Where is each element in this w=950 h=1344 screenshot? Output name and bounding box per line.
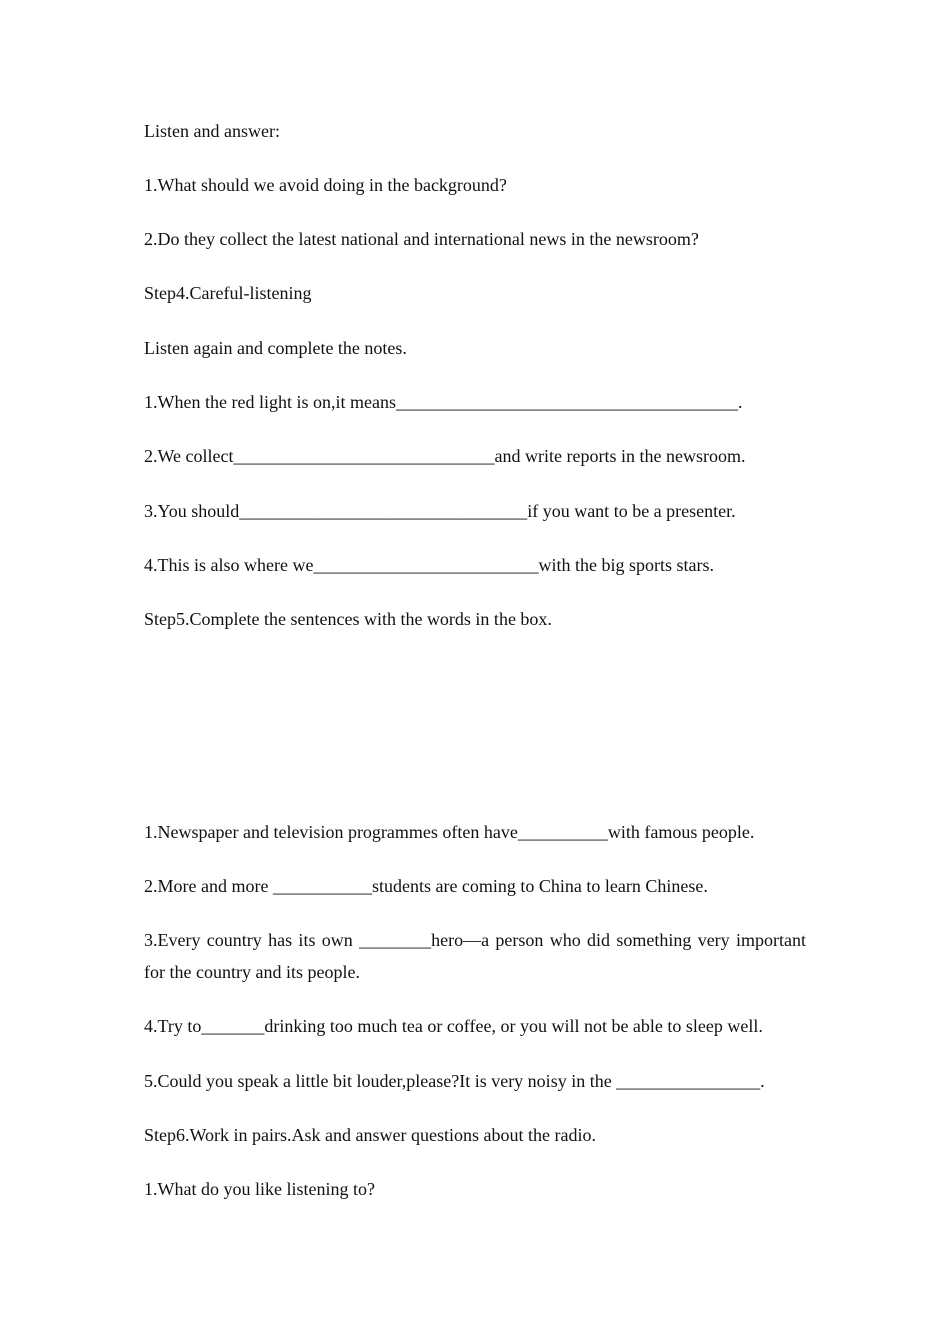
step6-title: Step6.Work in pairs.Ask and answer questions about the radio.	[144, 1125, 596, 1145]
listen-question-2: 2.Do they collect the latest national and international news in the newsroom?	[144, 229, 699, 249]
step6-question-1: 1.What do you like listening to?	[144, 1179, 375, 1199]
step5-item-5: 5.Could you speak a little bit louder,please?It is very noisy in the ________________.	[144, 1071, 765, 1091]
step4-item-4: 4.This is also where we_________________________with the big sports stars.	[144, 555, 714, 575]
step4-title: Step4.Careful-listening	[144, 283, 312, 303]
step5-item-2: 2.More and more ___________students are coming to China to learn Chinese.	[144, 876, 708, 896]
step4-item-2: 2.We collect_____________________________and write reports in the newsroom.	[144, 446, 746, 466]
listen-heading: Listen and answer:	[144, 121, 280, 141]
step5-item-3: 3.Every country has its own ________hero—a person who did something very important for the country and its people.	[144, 930, 806, 982]
step5-item-4: 4.Try to_______drinking too much tea or coffee, or you will not be able to sleep well.	[144, 1016, 763, 1036]
step5-title: Step5.Complete the sentences with the words in the box.	[144, 609, 552, 629]
step4-item-1: 1.When the red light is on,it means______________________________________.	[144, 392, 743, 412]
step5-item-1: 1.Newspaper and television programmes often have__________with famous people.	[144, 822, 755, 842]
step4-item-3: 3.You should________________________________if you want to be a presenter.	[144, 501, 736, 521]
listen-question-1: 1.What should we avoid doing in the background?	[144, 175, 507, 195]
step4-instruction: Listen again and complete the notes.	[144, 338, 407, 358]
